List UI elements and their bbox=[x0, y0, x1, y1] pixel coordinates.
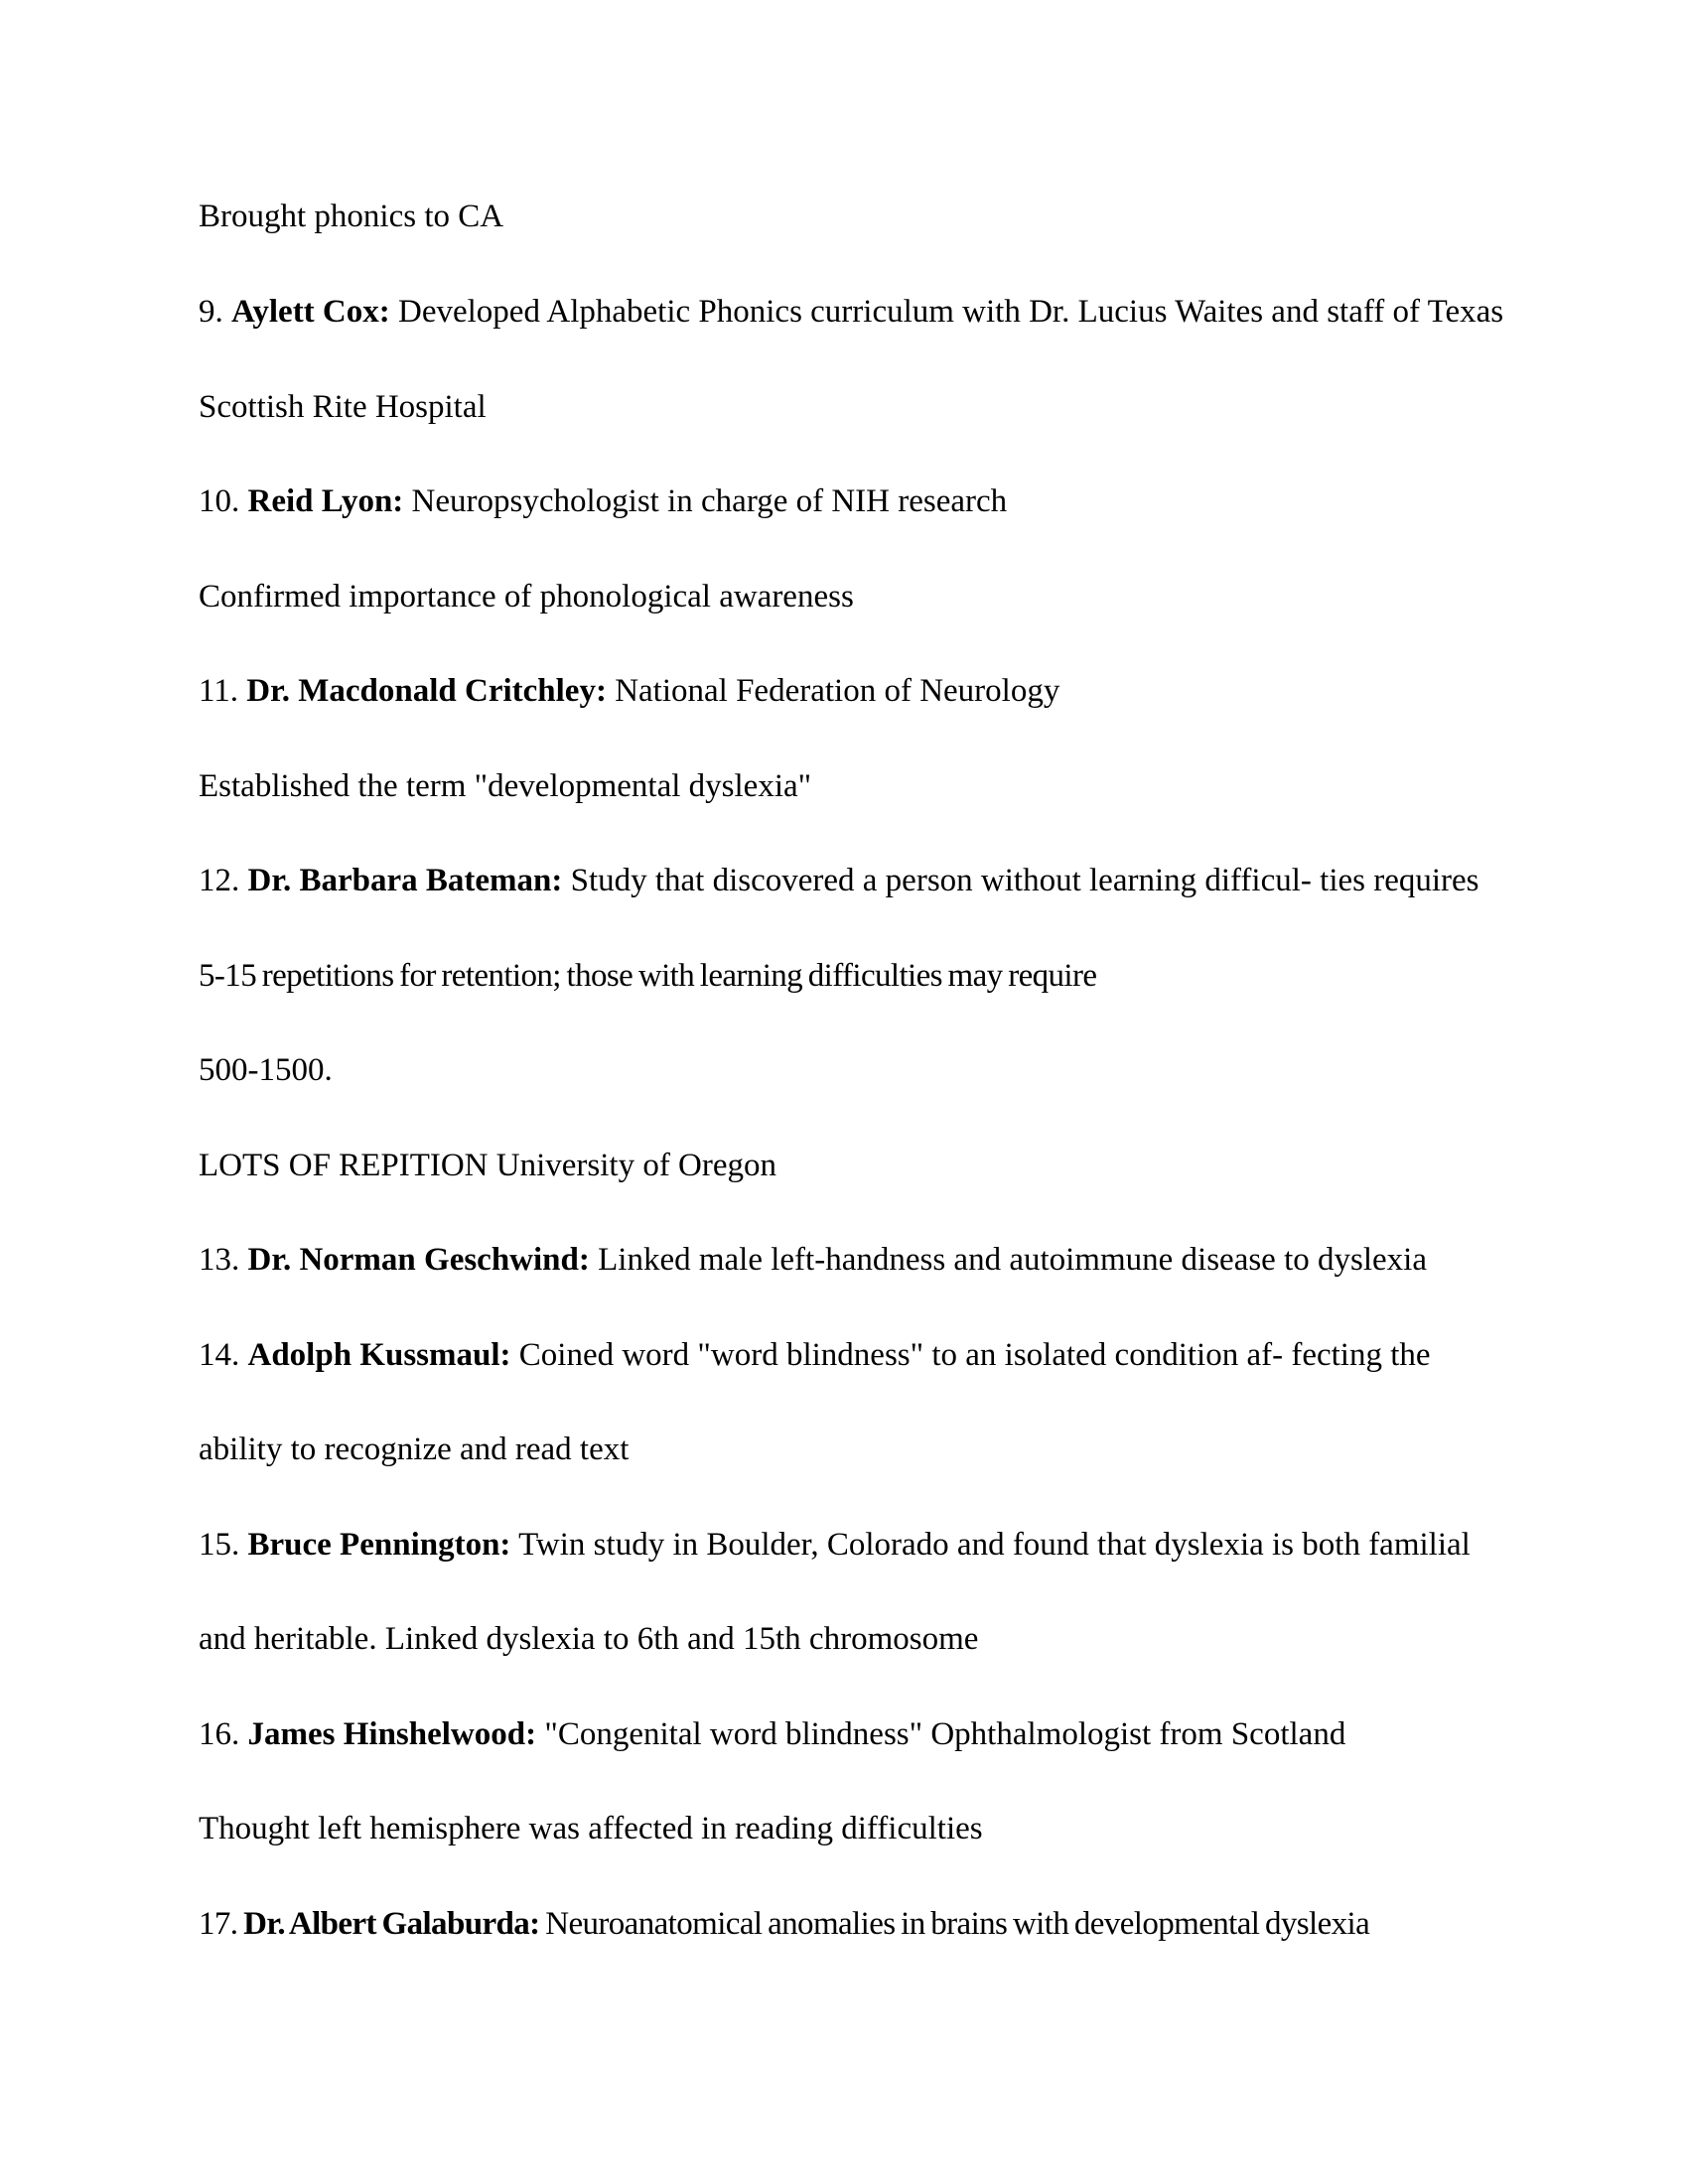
person-name: Dr. Barbara Bateman: bbox=[247, 863, 563, 898]
text-line bbox=[199, 1809, 983, 1848]
line-text: 5-15 repetitions for retention; those with learning difficulties may require bbox=[199, 958, 1097, 994]
text-line bbox=[199, 1050, 333, 1090]
text-line bbox=[199, 766, 811, 806]
item-number: 9. bbox=[199, 294, 223, 330]
line-text: ability to recognize and read text bbox=[199, 1432, 630, 1467]
list-item-12 bbox=[199, 861, 1479, 900]
item-text: National Federation of Neurology bbox=[615, 673, 1060, 709]
text-line bbox=[199, 387, 487, 427]
person-name: Aylett Cox: bbox=[231, 294, 390, 330]
text-line bbox=[199, 1619, 978, 1659]
list-item-16 bbox=[199, 1714, 1345, 1754]
person-name: Dr. Macdonald Critchley: bbox=[246, 673, 607, 709]
text-line bbox=[199, 956, 1096, 996]
item-number: 12. bbox=[199, 863, 240, 898]
item-text: Study that discovered a person without learning difficul- ties requires bbox=[570, 863, 1479, 898]
person-name: Dr. Norman Geschwind: bbox=[247, 1242, 590, 1278]
list-item-10 bbox=[199, 481, 1007, 521]
item-text: Neuroanatomical anomalies in brains with developmental dyslexia bbox=[545, 1906, 1370, 1942]
line-text: and heritable. Linked dyslexia to 6th and 15th chromosome bbox=[199, 1621, 979, 1657]
line-text: Scottish Rite Hospital bbox=[199, 389, 487, 425]
item-text: Neuropsychologist in charge of NIH research bbox=[411, 483, 1008, 519]
text-line bbox=[199, 197, 503, 236]
person-name: Bruce Pennington: bbox=[247, 1527, 511, 1563]
person-name: Dr. Albert Galaburda: bbox=[243, 1906, 540, 1942]
item-number: 10. bbox=[199, 483, 240, 519]
item-text: Coined word "word blindness" to an isolated condition af- fecting the bbox=[518, 1337, 1431, 1373]
list-item-13 bbox=[199, 1240, 1427, 1280]
line-text: Thought left hemisphere was affected in reading difficulties bbox=[199, 1811, 983, 1846]
person-name: Adolph Kussmaul: bbox=[247, 1337, 511, 1373]
line-text: 500-1500. bbox=[199, 1052, 333, 1088]
item-text: Linked male left-handness and autoimmune disease to dyslexia bbox=[598, 1242, 1427, 1278]
item-number: 17. bbox=[199, 1906, 238, 1942]
item-number: 13. bbox=[199, 1242, 240, 1278]
item-number: 11. bbox=[199, 673, 239, 709]
item-text: Developed Alphabetic Phonics curriculum with Dr. Lucius Waites and staff of Texas bbox=[398, 294, 1504, 330]
line-text: LOTS OF REPITION University of Oregon bbox=[199, 1148, 777, 1183]
line-text: Established the term "developmental dyslexia" bbox=[199, 768, 812, 804]
text-line bbox=[199, 577, 854, 616]
line-text: Brought phonics to CA bbox=[199, 199, 504, 234]
list-item-11 bbox=[199, 671, 1059, 711]
text-line bbox=[199, 1146, 776, 1185]
person-name: James Hinshelwood: bbox=[247, 1716, 537, 1752]
item-number: 14. bbox=[199, 1337, 240, 1373]
item-number: 16. bbox=[199, 1716, 240, 1752]
item-number: 15. bbox=[199, 1527, 240, 1563]
line-text: Confirmed importance of phonological awareness bbox=[199, 579, 854, 614]
item-text: "Congenital word blindness" Ophthalmologist from Scotland bbox=[544, 1716, 1346, 1752]
item-text: Twin study in Boulder, Colorado and found that dyslexia is both familial bbox=[518, 1527, 1471, 1563]
list-item-9 bbox=[199, 292, 1503, 332]
list-item-15 bbox=[199, 1525, 1471, 1565]
list-item-17 bbox=[199, 1904, 1369, 1944]
text-line bbox=[199, 1430, 629, 1469]
person-name: Reid Lyon: bbox=[247, 483, 404, 519]
list-item-14 bbox=[199, 1335, 1431, 1375]
